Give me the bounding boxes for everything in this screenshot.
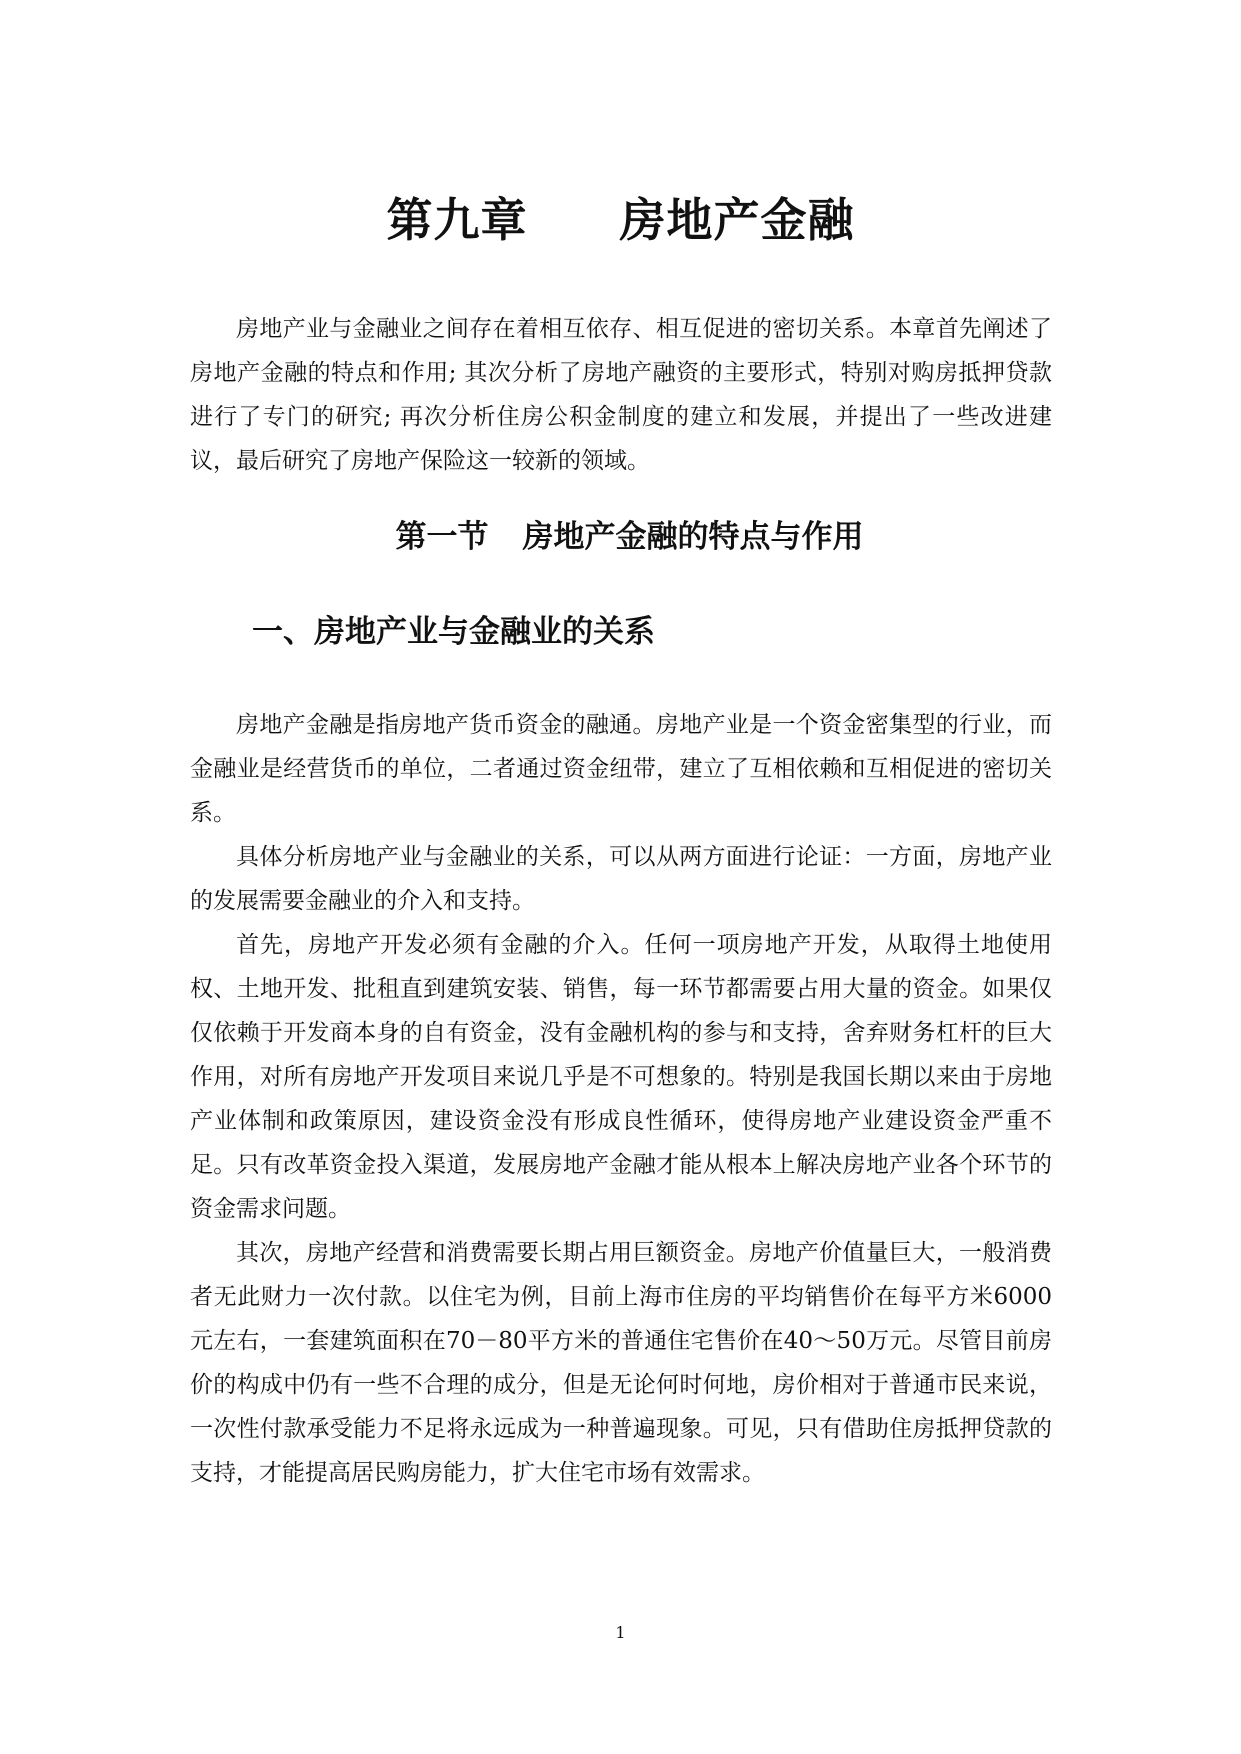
chapter-title (0, 190, 1241, 250)
chapter-title-text: 房地产金融 (619, 193, 855, 247)
subsection-title: 一、房地产业与金融业的关系 (252, 614, 655, 650)
section-title-text: 房地产金融的特点与作用 (522, 519, 864, 555)
body-paragraph: 其次，房地产经营和消费需要长期占用巨额资金。房地产价值量巨大，一般消费者无此财力一次付款。以住宅为例，目前上海市住房的平均销售价在每平方米6000元左右，一套建筑面积在70－80平方米的普通住宅售价在40～50万元。尽管目前房价的构成中仍有一些不合理的成分，但是无论何时何地，房价相对于普通市民来说，一次性付款承受能力不足将永远成为一种普遍现象。可见，只有借助住房抵押贷款的支持，才能提高居民购房能力，扩大住宅市场有效需求。 (190, 1240, 1052, 1486)
section-title (0, 515, 1241, 559)
page-number: 1 (615, 1623, 626, 1642)
body-paragraph: 具体分析房地产业与金融业的关系，可以从两方面进行论证：一方面，房地产业的发展需要金融业的介入和支持。 (190, 844, 1052, 914)
intro-paragraph: 房地产业与金融业之间存在着相互依存、相互促进的密切关系。本章首先阐述了房地产金融的特点和作用; 其次分析了房地产融资的主要形式，特别对购房抵押贷款进行了专门的研究; 再次分析住房公积金制度的建立和发展，并提出了一些改进建议，最后研究了房地产保险这一较新的领域。 (190, 316, 1052, 474)
main-body (190, 703, 1052, 1495)
chapter-intro (190, 307, 1052, 483)
section-number-label: 第一节 (395, 519, 489, 555)
chapter-number-label: 第九章 (386, 193, 528, 247)
body-paragraph: 首先，房地产开发必须有金融的介入。任何一项房地产开发，从取得土地使用权、土地开发、批租直到建筑安装、销售，每一环节都需要占用大量的资金。如果仅仅依赖于开发商本身的自有资金，没有金融机构的参与和支持，舍弃财务杠杆的巨大作用，对所有房地产开发项目来说几乎是不可想象的。特别是我国长期以来由于房地产业体制和政策原因，建设资金没有形成良性循环，使得房地产业建设资金严重不足。只有改革资金投入渠道，发展房地产金融才能从根本上解决房地产业各个环节的资金需求问题。 (190, 932, 1052, 1222)
body-paragraph: 房地产金融是指房地产货币资金的融通。房地产业是一个资金密集型的行业，而金融业是经营货币的单位，二者通过资金纽带，建立了互相依赖和互相促进的密切关系。 (190, 712, 1052, 826)
